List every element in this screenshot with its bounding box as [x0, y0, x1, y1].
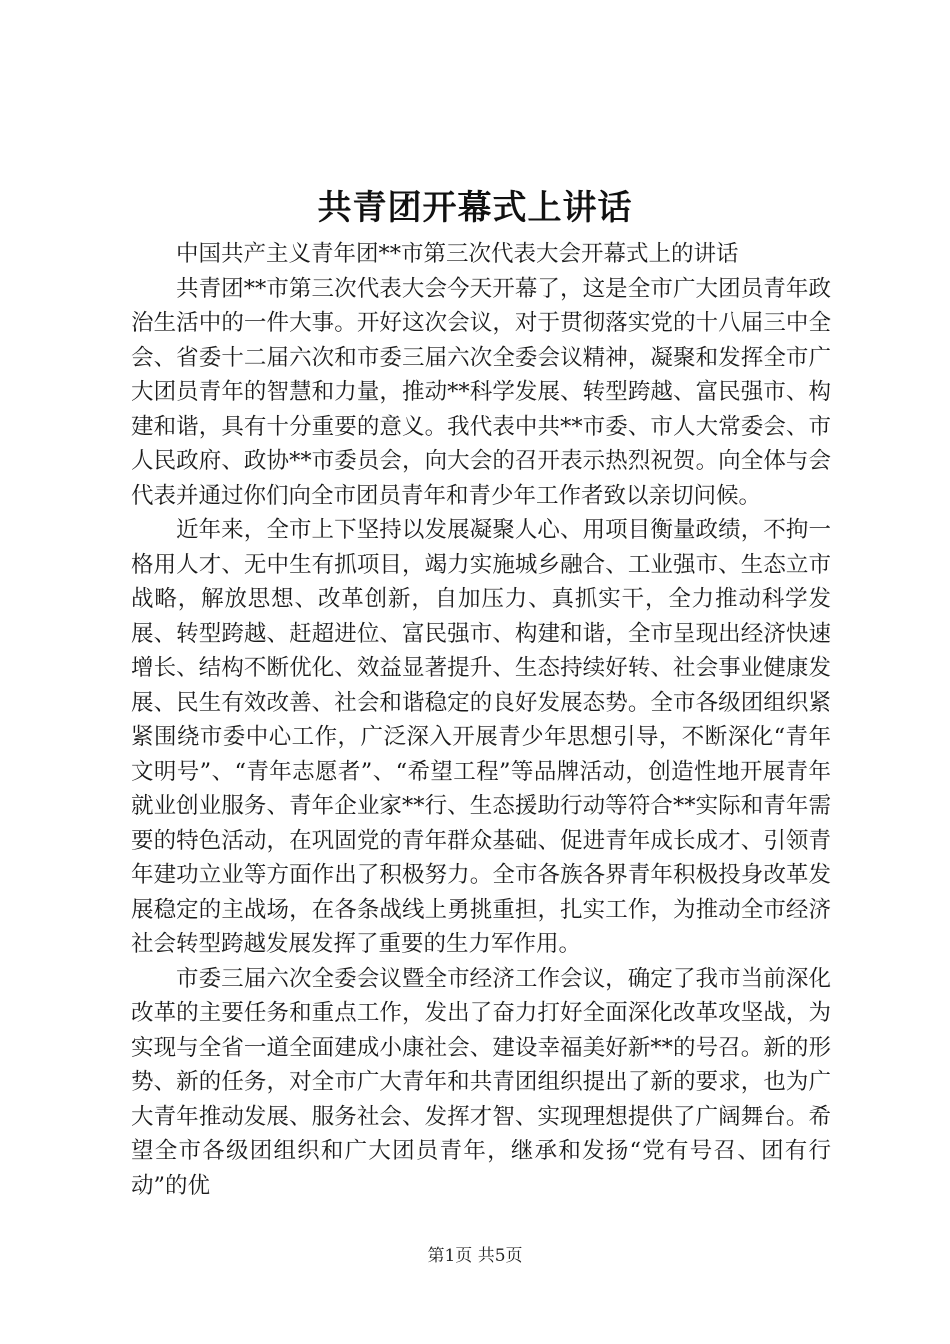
page-number-footer: 第1页 共5页: [427, 1246, 523, 1266]
document-body: [131, 237, 831, 1203]
body-paragraph: 市委三届六次全委会议暨全市经济工作会议，确定了我市当前深化改革的主要任务和重点工作，发出了奋力打好全面深化改革攻坚战，为实现与全省一道全面建成小康社会、建设幸福美好新**的号召。新的形势、新的任务，对全市广大青年和共青团组织提出了新的要求，也为广大青年推动发展、服务社会、发挥才智、实现理想提供了广阔舞台。希望全市各级团组织和广大团员青年，继承和发扬“党有号召、团有行动”的优: [131, 965, 831, 1199]
subtitle-paragraph: 中国共产主义青年团**市第三次代表大会开幕式上的讲话: [176, 241, 739, 267]
body-paragraph: 共青团**市第三次代表大会今天开幕了，这是全市广大团员青年政治生活中的一件大事。开好这次会议，对于贯彻落实党的十八届三中全会、省委十二届六次和市委三届六次全委会议精神，凝聚和发挥全市广大团员青年的智慧和力量，推动**科学发展、转型跨越、富民强市、构建和谐，具有十分重要的意义。我代表中共**市委、市人大常委会、市人民政府、政协**市委员会，向大会的召开表示热烈祝贺。向全体与会代表并通过你们向全市团员青年和青少年工作者致以亲切问候。: [131, 275, 831, 509]
document-title: 共青团开幕式上讲话: [317, 188, 633, 228]
body-paragraph: 近年来，全市上下坚持以发展凝聚人心、用项目衡量政绩，不拘一格用人才、无中生有抓项目，竭力实施城乡融合、工业强市、生态立市战略，解放思想、改革创新，自加压力、真抓实干，全力推动科学发展、转型跨越、赶超进位、富民强市、构建和谐，全市呈现出经济快速增长、结构不断优化、效益显著提升、生态持续好转、社会事业健康发展、民生有效改善、社会和谐稳定的良好发展态势。全市各级团组织紧紧围绕市委中心工作，广泛深入开展青少年思想引导，不断深化“青年文明号”、“青年志愿者”、“希望工程”等品牌活动，创造性地开展青年就业创业服务、青年企业家**行、生态援助行动等符合**实际和青年需要的特色活动，在巩固党的青年群众基础、促进青年成长成才、引领青年建功立业等方面作出了积极努力。全市各族各界青年积极投身改革发展稳定的主战场，在各条战线上勇挑重担，扎实工作，为推动全市经济社会转型跨越发展发挥了重要的生力军作用。: [131, 517, 831, 957]
